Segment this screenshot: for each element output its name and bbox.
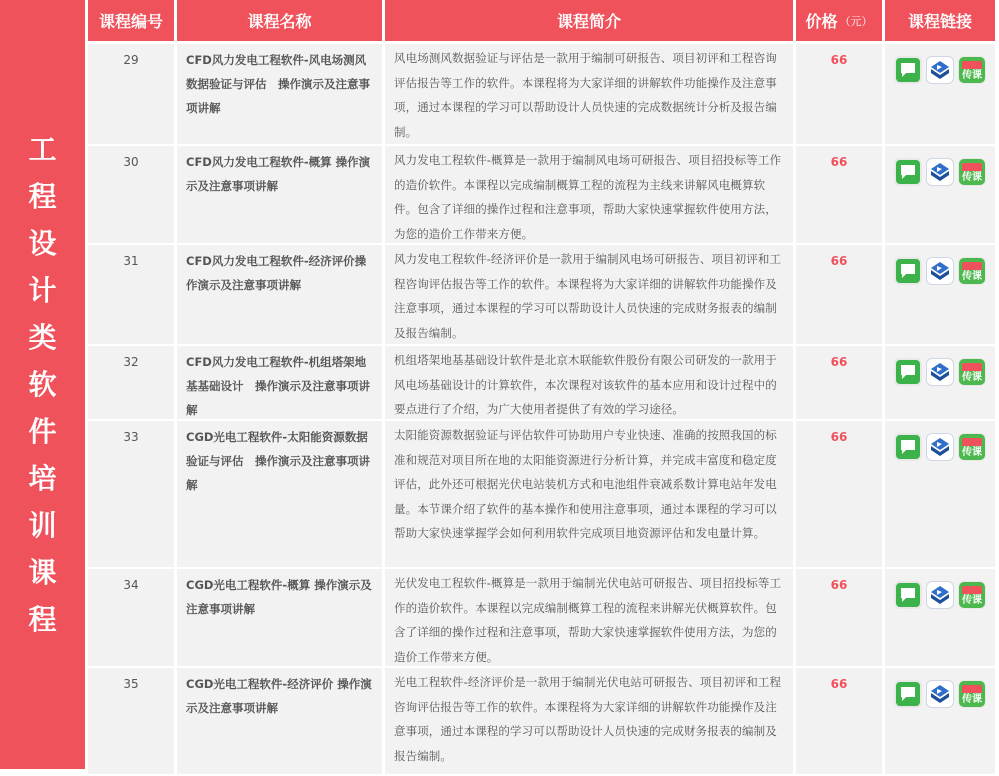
course-price: 66 [796,146,882,243]
wechat-icon[interactable] [894,56,922,84]
tencent-class-icon[interactable] [926,581,954,609]
course-name: CFD风力发电工程软件-经济评价操作演示及注意事项讲解 [177,245,382,344]
course-description: 太阳能资源数据验证与评估软件可协助用户专业快速、准确的按照我国的标准和规范对项目所在地的太阳能资源进行分析计算，并完成丰富度和稳定度评估，此外还可根据光伏电站装机方式和电池组件衰减系数计算电站年发电量。本节课介绍了软件的基本操作和使用注意事项，通过本课程的学习可以帮助大家快速掌握学会如何利用软件完成项目地资源评估和发电量计算。 [385,421,793,567]
course-price: 66 [796,569,882,666]
course-price: 66 [796,44,882,144]
chuanke-cap [962,262,982,270]
course-description: 风力发电工程软件-概算是一款用于编制风电场可研报告、项目招投标等工作的造价软件。本课程以完成编制概算工程的流程为主线来讲解风电概算软件。包含了详细的操作过程和注意事项，帮助大家快速掌握软件使用方法，为您的造价工作带来方便。 [385,146,793,243]
wechat-icon[interactable] [894,358,922,386]
chuanke-label: 传课 [962,372,982,383]
wechat-icon[interactable] [894,680,922,708]
table-row [88,668,999,774]
chuanke-cap [962,163,982,171]
header-course-links: 课程链接 [885,0,995,41]
course-name: CFD风力发电工程软件-机组塔架地基基础设计 操作演示及注意事项讲解 [177,346,382,419]
sidebar-title-char: 课 [28,556,57,589]
sidebar-title-char: 软 [28,368,57,401]
wechat-icon[interactable] [894,581,922,609]
course-number: 33 [88,421,174,567]
sidebar-title-char: 训 [28,509,57,542]
sidebar-title-char: 程 [28,180,57,213]
course-number: 34 [88,569,174,666]
chuanke-label: 传课 [962,70,982,81]
header-price-label: 价格 [805,12,838,31]
tencent-class-icon[interactable] [926,158,954,186]
header-course-name: 课程名称 [177,0,382,41]
course-name: CGD光电工程软件-经济评价 操作演示及注意事项讲解 [177,668,382,774]
sidebar-title-char: 工 [28,133,57,166]
course-name: CFD风力发电工程软件-概算 操作演示及注意事项讲解 [177,146,382,243]
chuanke-label: 传课 [962,595,982,606]
chuanke-icon[interactable] [958,358,986,386]
chuanke-cap [962,685,982,693]
sidebar-title-char: 程 [28,603,57,636]
header-price-unit: （元） [839,14,873,28]
course-price: 66 [796,346,882,419]
sidebar-title-char: 计 [28,274,57,307]
chuanke-cap [962,438,982,446]
header-course-number: 课程编号 [88,0,174,41]
chuanke-label: 传课 [962,172,982,183]
chuanke-cap [962,586,982,594]
course-links [885,421,995,567]
course-links [885,44,995,144]
course-number: 29 [88,44,174,144]
sidebar-title-char: 设 [28,227,57,260]
course-links [885,346,995,419]
tencent-class-icon[interactable] [926,358,954,386]
wechat-icon[interactable] [894,433,922,461]
wechat-icon[interactable] [894,257,922,285]
course-name: CGD光电工程软件-太阳能资源数据验证与评估 操作演示及注意事项讲解 [177,421,382,567]
table-row [88,245,999,344]
course-table [88,0,999,776]
chuanke-label: 传课 [962,271,982,282]
course-description: 风力发电工程软件-经济评价是一款用于编制风电场可研报告、项目初评和工程咨询评估报告等工作的软件。本课程将为大家详细的讲解软件功能操作及注意事项，通过本课程的学习可以帮助设计人员快速的完成财务报表的编制及报告编制。 [385,245,793,344]
course-links [885,245,995,344]
course-name: CGD光电工程软件-概算 操作演示及注意事项讲解 [177,569,382,666]
table-row [88,569,999,666]
header-price [796,0,882,41]
course-number: 32 [88,346,174,419]
course-number: 31 [88,245,174,344]
course-description: 光伏发电工程软件-概算是一款用于编制光伏电站可研报告、项目招投标等工作的造价软件。本课程以完成编制概算工程的流程来讲解光伏概算软件。包含了详细的操作过程和注意事项，帮助大家快速掌握软件使用方法，为您的造价工作带来方便。 [385,569,793,666]
tencent-class-icon[interactable] [926,680,954,708]
course-description: 光电工程软件-经济评价是一款用于编制光伏电站可研报告、项目初评和工程咨询评估报告等工作的软件。本课程将为大家详细的讲解软件功能操作及注意事项，通过本课程的学习可以帮助设计人员快速的完成财务报表的编制及报告编制。 [385,668,793,774]
tencent-class-icon[interactable] [926,257,954,285]
sidebar-title [0,0,85,769]
table-row [88,421,999,567]
sidebar-title-char: 件 [28,415,57,448]
course-number: 30 [88,146,174,243]
tencent-class-icon[interactable] [926,56,954,84]
table-row [88,146,999,243]
course-description: 机组塔架地基基础设计软件是北京木联能软件股份有限公司研发的一款用于风电场基础设计的计算软件，本次课程对该软件的基本应用和设计过程中的要点进行了介绍，为广大使用者提供了有效的学习途径。 [385,346,793,419]
chuanke-icon[interactable] [958,433,986,461]
chuanke-icon[interactable] [958,257,986,285]
course-links [885,569,995,666]
header-course-desc: 课程简介 [385,0,793,41]
tencent-class-icon[interactable] [926,433,954,461]
chuanke-icon[interactable] [958,56,986,84]
table-row [88,44,999,144]
course-description: 风电场测风数据验证与评估是一款用于编制可研报告、项目初评和工程咨询评估报告等工作的软件。本课程将为大家详细的讲解软件功能操作及注意事项，通过本课程的学习可以帮助设计人员快速的完成数据统计分析及报告编制。 [385,44,793,144]
sidebar-title-char: 培 [28,462,57,495]
course-name: CFD风力发电工程软件-风电场测风数据验证与评估 操作演示及注意事项讲解 [177,44,382,144]
chuanke-cap [962,61,982,69]
table-row [88,346,999,419]
chuanke-label: 传课 [962,447,982,458]
sidebar-title-char: 类 [28,321,57,354]
course-links [885,146,995,243]
chuanke-icon[interactable] [958,581,986,609]
chuanke-icon[interactable] [958,158,986,186]
wechat-icon[interactable] [894,158,922,186]
course-price: 66 [796,421,882,567]
chuanke-label: 传课 [962,694,982,705]
course-price: 66 [796,245,882,344]
course-number: 35 [88,668,174,774]
course-links [885,668,995,774]
chuanke-icon[interactable] [958,680,986,708]
table-header [88,0,999,41]
chuanke-cap [962,363,982,371]
course-price: 66 [796,668,882,774]
